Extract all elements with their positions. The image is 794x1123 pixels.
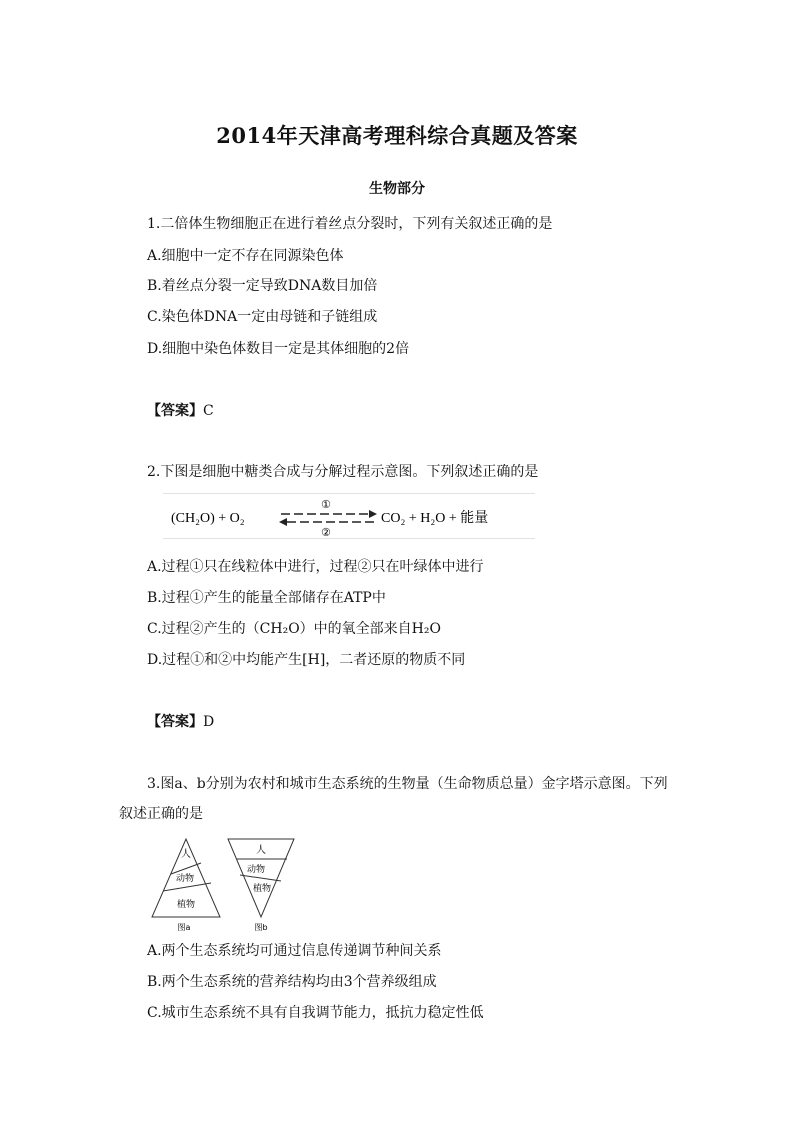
question-2-stem: 2.下图是细胞中糖类合成与分解过程示意图。下列叙述正确的是 xyxy=(147,464,539,480)
pyramid-a-label-animals: 动物 xyxy=(175,874,195,884)
process-2-marker: ② xyxy=(321,526,331,538)
pyramid-a-caption: 图a xyxy=(177,923,191,932)
equation-left-side: (CH₂O) + O₂ xyxy=(171,511,245,526)
pyramid-b-label-plants: 植物 xyxy=(252,884,272,894)
question-3-stem-line-1: 3.图a、b分别为农村和城市生态系统的生物量（生命物质总量）金字塔示意图。下列 xyxy=(147,776,668,792)
question-2-option-b: B.过程①产生的能量全部储存在ATP中 xyxy=(147,590,386,606)
question-3-option-a: A.两个生态系统均可通过信息传递调节种间关系 xyxy=(147,943,442,959)
pyramid-a-label-plants: 植物 xyxy=(176,900,196,910)
pyramid-a-divider-1 xyxy=(171,863,201,874)
pyramid-b-label-people: 人 xyxy=(256,845,266,856)
question-3-option-c: C.城市生态系统不具有自我调节能力，抵抗力稳定性低 xyxy=(147,1005,484,1021)
answer-label: 【答案】 xyxy=(147,714,203,730)
pyramid-a-label-people: 人 xyxy=(181,849,191,860)
pyramid-a-divider-2 xyxy=(163,883,211,891)
pyramid-b-label-animals: 动物 xyxy=(246,865,266,875)
equation-right-side: CO₂ + H₂O + 能量 xyxy=(381,511,489,526)
biomass-pyramid-figure xyxy=(146,833,296,933)
question-2-option-a: A.过程①只在线粒体中进行，过程②只在叶绿体中进行 xyxy=(147,559,484,575)
question-1-answer xyxy=(147,400,214,420)
process-1-marker: ① xyxy=(321,498,331,511)
question-3-stem-line-2: 叙述正确的是 xyxy=(119,806,203,822)
forward-arrow-head xyxy=(369,510,377,518)
pyramid-b-caption: 图b xyxy=(254,923,268,932)
question-1-option-d: D.细胞中染色体数目一定是其体细胞的2倍 xyxy=(147,341,410,357)
process-equation-diagram xyxy=(163,493,535,539)
page-title: 2014年天津高考理科综合真题及答案 xyxy=(216,123,578,148)
question-1-stem: 1.二倍体生物细胞正在进行着丝点分裂时，下列有关叙述正确的是 xyxy=(147,216,553,232)
question-2-option-c: C.过程②产生的（CH₂O）中的氧全部来自H₂O xyxy=(147,621,441,637)
question-3-option-b: B.两个生态系统的营养结构均由3个营养级组成 xyxy=(147,974,437,990)
question-2-answer xyxy=(147,711,214,731)
answer-label: 【答案】 xyxy=(147,403,203,419)
question-1-option-c: C.染色体DNA一定由母链和子链组成 xyxy=(147,309,378,325)
answer-value: C xyxy=(203,403,214,419)
question-1-option-b: B.着丝点分裂一定导致DNA数目加倍 xyxy=(147,278,378,294)
pyramid-b-divider-2 xyxy=(240,875,281,881)
reverse-arrow-head xyxy=(279,518,287,526)
question-2-option-d: D.过程①和②中均能产生[H]，二者还原的物质不同 xyxy=(147,652,466,668)
section-heading: 生物部分 xyxy=(369,181,425,197)
equation-arrows xyxy=(163,494,535,538)
question-1-option-a: A.细胞中一定不存在同源染色体 xyxy=(147,248,344,264)
answer-value: D xyxy=(203,714,215,730)
